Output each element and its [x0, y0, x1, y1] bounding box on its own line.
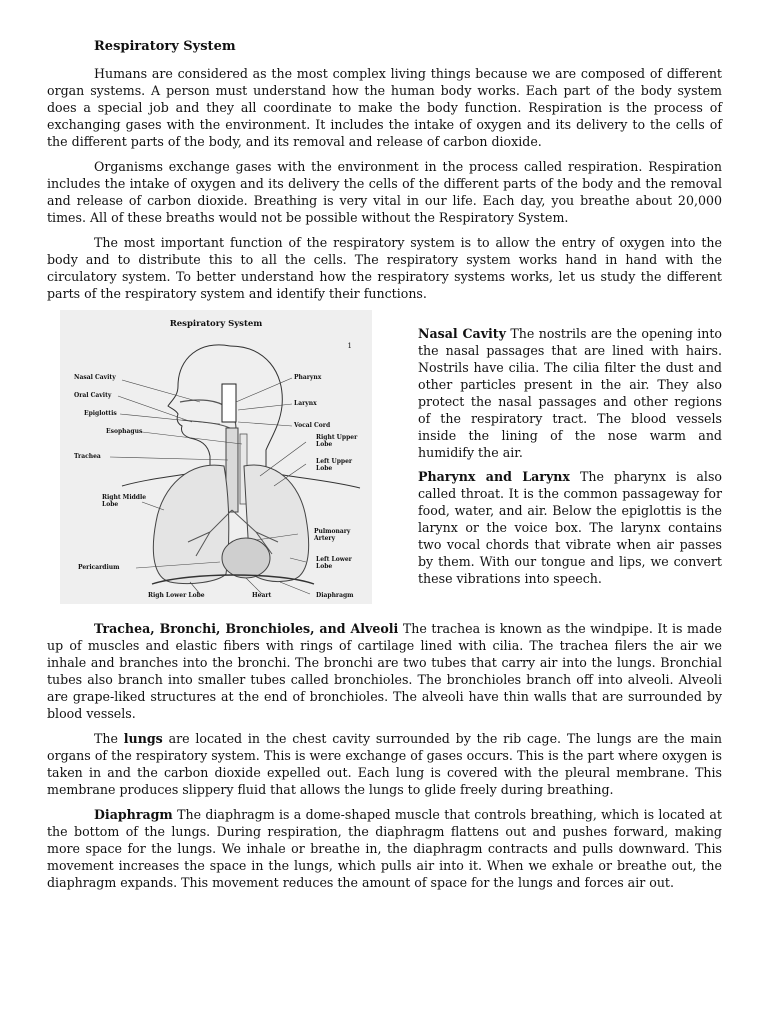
nasal-cavity-paragraph: [418, 325, 722, 461]
diaphragm-heading: Diaphragm: [94, 807, 173, 822]
label-right-middle-lobe: Right Middle Lobe: [102, 494, 147, 508]
label-pharynx: Pharynx: [294, 374, 322, 381]
intro-paragraph-2: Organisms exchange gases with the environment in the process called respiration. Respiration includes the intake of oxygen and its delivery the cells of the different parts of the body and the removal and release of carbon dioxide. Breathing is very vital in our life. Each day, you breathe about 20,000 times. All of these breaths would not be possible without the Respiratory System.: [47, 159, 722, 225]
document-page: [47, 38, 722, 899]
label-nasal-cavity: Nasal Cavity: [74, 374, 116, 381]
label-vocal-cord: Vocal Cord: [294, 422, 331, 429]
lungs-text: are located in the chest cavity surrounded by the rib cage. The lungs are the main organs of the respiratory system. This is were exchange of gases occurs. This is the part where oxygen is taken in and the carbon dioxide expelled out. Each lung is covered with the pleural membrane. This membrane produces slippery fluid that allows the lungs to glide freely during breathing.: [47, 731, 722, 797]
label-heart: Heart: [252, 592, 272, 599]
figure-number: 1: [347, 342, 352, 350]
nasal-cavity-text: The nostrils are the opening into the nasal passages that are lined with hairs. Nostrils have cilia. The cilia filter the dust and other particles present in the air. They also protect the nasal passages and other regions of the respiratory tract. The blood vessels inside the lining of the nose warm and humidify the air.: [418, 326, 722, 460]
label-left-lower-lobe: Left Lower Lobe: [316, 556, 352, 570]
trachea-heading: Trachea, Bronchi, Bronchioles, and Alveoli: [94, 621, 399, 636]
trachea-paragraph: [47, 620, 722, 722]
intro-paragraph-1: Humans are considered as the most complex living things because we are composed of different organ systems. A person must understand how the human body works. Each part of the body system does a special job and they all coordinate to make the body function. Respiration is the process of exchanging gases with the environment. It includes the intake of oxygen and its delivery to the cells of the different parts of the body, and its removal and release of carbon dioxide.: [47, 66, 722, 149]
figure-row: [47, 310, 722, 620]
lungs-paragraph: [47, 730, 722, 798]
nasal-cavity-heading: Nasal Cavity: [418, 326, 506, 341]
label-right-upper-lobe: Right Upper Lobe: [316, 434, 358, 448]
lungs-before: The: [94, 731, 124, 746]
diaphragm-paragraph: [47, 806, 722, 891]
label-pulmonary-artery: Pulmonary Artery: [314, 528, 351, 542]
diaphragm-text: The diaphragm is a dome-shaped muscle that controls breathing, which is located at the bottom of the lungs. During respiration, the diaphragm flattens out and pushes forward, making more space for the lungs. We inhale or breathe in, the diaphragm contracts and pulls downward. This movement increases the space in the lungs, which pulls air into it. When we exhale or breathe out, the diaphragm expands. This movement reduces the amount of space for the lungs and forces air out.: [47, 807, 722, 890]
respiratory-system-figure: [60, 310, 372, 604]
document-title: Respiratory System: [94, 39, 236, 54]
label-right-lower-lobe: Righ Lower Lobe: [148, 592, 205, 599]
label-trachea: Trachea: [74, 453, 101, 460]
label-oral-cavity: Oral Cavity: [74, 392, 112, 399]
side-column: [418, 325, 722, 594]
label-esophagus: Esophagus: [106, 428, 143, 435]
pharynx-paragraph: [418, 468, 722, 587]
heart-shape: [222, 538, 270, 578]
lungs-heading: lungs: [123, 731, 163, 746]
pharynx-text: The pharynx is also called throat. It is the common passageway for food, water, and air. Below the epiglottis is the larynx or the voice box. The larynx contains two vocal chords that vibrate when air passes by them. With our tongue and lips, we convert these vibrations into speech.: [418, 469, 723, 586]
trachea-text: The trachea is known as the windpipe. It is made up of muscles and elastic fibers with rings of cartilage lined with cilia. The trachea filers the air we inhale and branches into the bronchi. The bronchi are two tubes that carry air into the lungs. Bronchial tubes also branch into smaller tubes called bronchioles. The bronchioles branch off into alveoli. Alveoli are grape-liked structures at the end of bronchioles. The alveoli have thin walls that are surrounded by blood vessels.: [47, 621, 722, 721]
label-left-upper-lobe: Left Upper Lobe: [316, 458, 353, 472]
head-outline: [168, 345, 230, 470]
label-diaphragm: Diaphragm: [316, 592, 354, 599]
label-larynx: Larynx: [294, 400, 317, 407]
figure-title: Respiratory System: [169, 319, 263, 329]
intro-paragraph-3: The most important function of the respiratory system is to allow the entry of oxygen into the body and to distribute this to all the cells. The respiratory system works hand in hand with the circulatory system. To better understand how the respiratory systems works, let us study the different parts of the respiratory system and identify their functions.: [47, 235, 722, 301]
larynx-box: [222, 384, 236, 422]
label-pericardium: Pericardium: [78, 564, 120, 571]
pharynx-heading: Pharynx and Larynx: [418, 469, 570, 484]
label-epiglottis: Epiglottis: [84, 410, 117, 417]
